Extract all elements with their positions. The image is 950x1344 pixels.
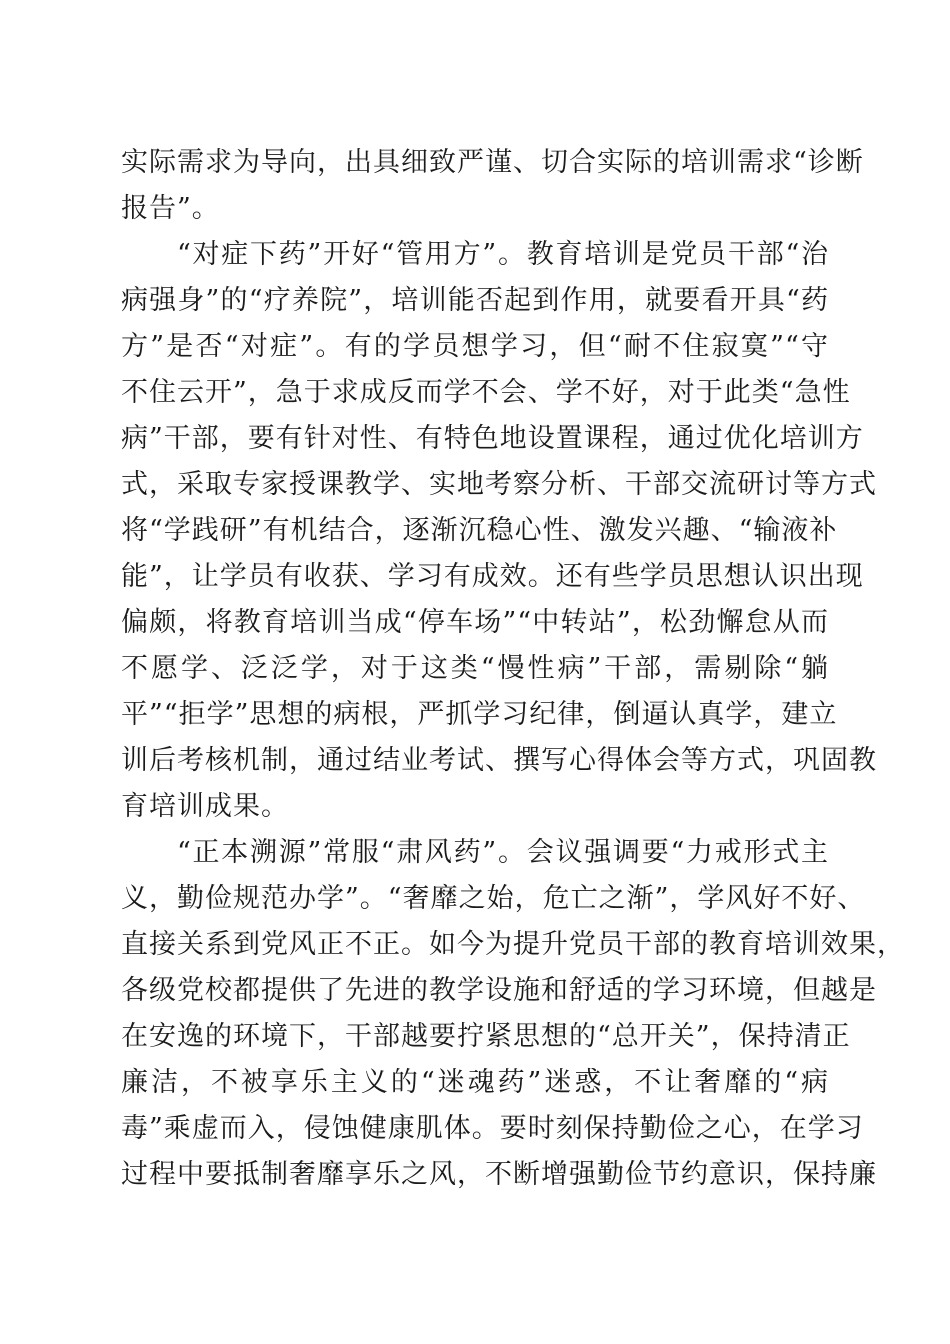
text-line: 廉洁，不被享乐主义的“迷魂药”迷惑，不让奢靡的“病 <box>121 1067 829 1098</box>
text-line: 方”是否“对症”。有的学员想学习，但“耐不住寂寞”“守 <box>121 331 829 362</box>
text-line: 在安逸的环境下，干部越要拧紧思想的“总开关”，保持清正 <box>121 1021 851 1052</box>
text-line: 过程中要抵制奢靡享乐之风，不断增强勤俭节约意识，保持廉 <box>121 1159 877 1190</box>
text-line: 育培训成果。 <box>121 791 289 822</box>
text-line: 义，勤俭规范办学”。“奢靡之始，危亡之渐”，学风好不好、 <box>121 883 866 914</box>
text-line: 实际需求为导向，出具细致严谨、切合实际的培训需求“诊断 <box>121 147 864 178</box>
text-line: 训后考核机制，通过结业考试、撰写心得体会等方式，巩固教 <box>121 745 877 776</box>
text-line: 不住云开”，急于求成反而学不会、学不好，对于此类“急性 <box>121 377 851 408</box>
text-line: 将“学践研”有机结合，逐渐沉稳心性、激发兴趣、“输液补 <box>121 515 838 546</box>
text-line: 病强身”的“疗养院”，培训能否起到作用，就要看开具“药 <box>121 285 829 316</box>
text-line: “正本溯源”常服“肃风药”。会议强调要“力戒形式主 <box>177 837 829 868</box>
text-line: 能”，让学员有收获、学习有成效。还有些学员思想认识出现 <box>121 561 864 592</box>
text-line: 毒”乘虚而入，侵蚀健康肌体。要时刻保持勤俭之心，在学习 <box>121 1113 864 1144</box>
text-line: 报告”。 <box>121 193 220 224</box>
text-line: 式，采取专家授课教学、实地考察分析、干部交流研讨等方式 <box>121 469 877 500</box>
text-line: 不愿学、泛泛学，对于这类“慢性病”干部，需剔除“躺 <box>121 653 829 684</box>
text-line: 各级党校都提供了先进的教学设施和舒适的学习环境，但越是 <box>121 975 877 1006</box>
text-line: 病”干部，要有针对性、有特色地设置课程，通过优化培训方 <box>121 423 864 454</box>
text-line: 直接关系到党风正不正。如今为提升党员干部的教育培训效果， <box>121 929 905 960</box>
body-text <box>121 140 905 1198</box>
text-line: 平”“拒学”思想的病根，严抓学习纪律，倒逼认真学，建立 <box>121 699 838 730</box>
text-line: 偏颇，将教育培训当成“停车场”“中转站”，松劲懈怠从而 <box>121 607 829 638</box>
text-line: “对症下药”开好“管用方”。教育培训是党员干部“治 <box>177 239 829 270</box>
